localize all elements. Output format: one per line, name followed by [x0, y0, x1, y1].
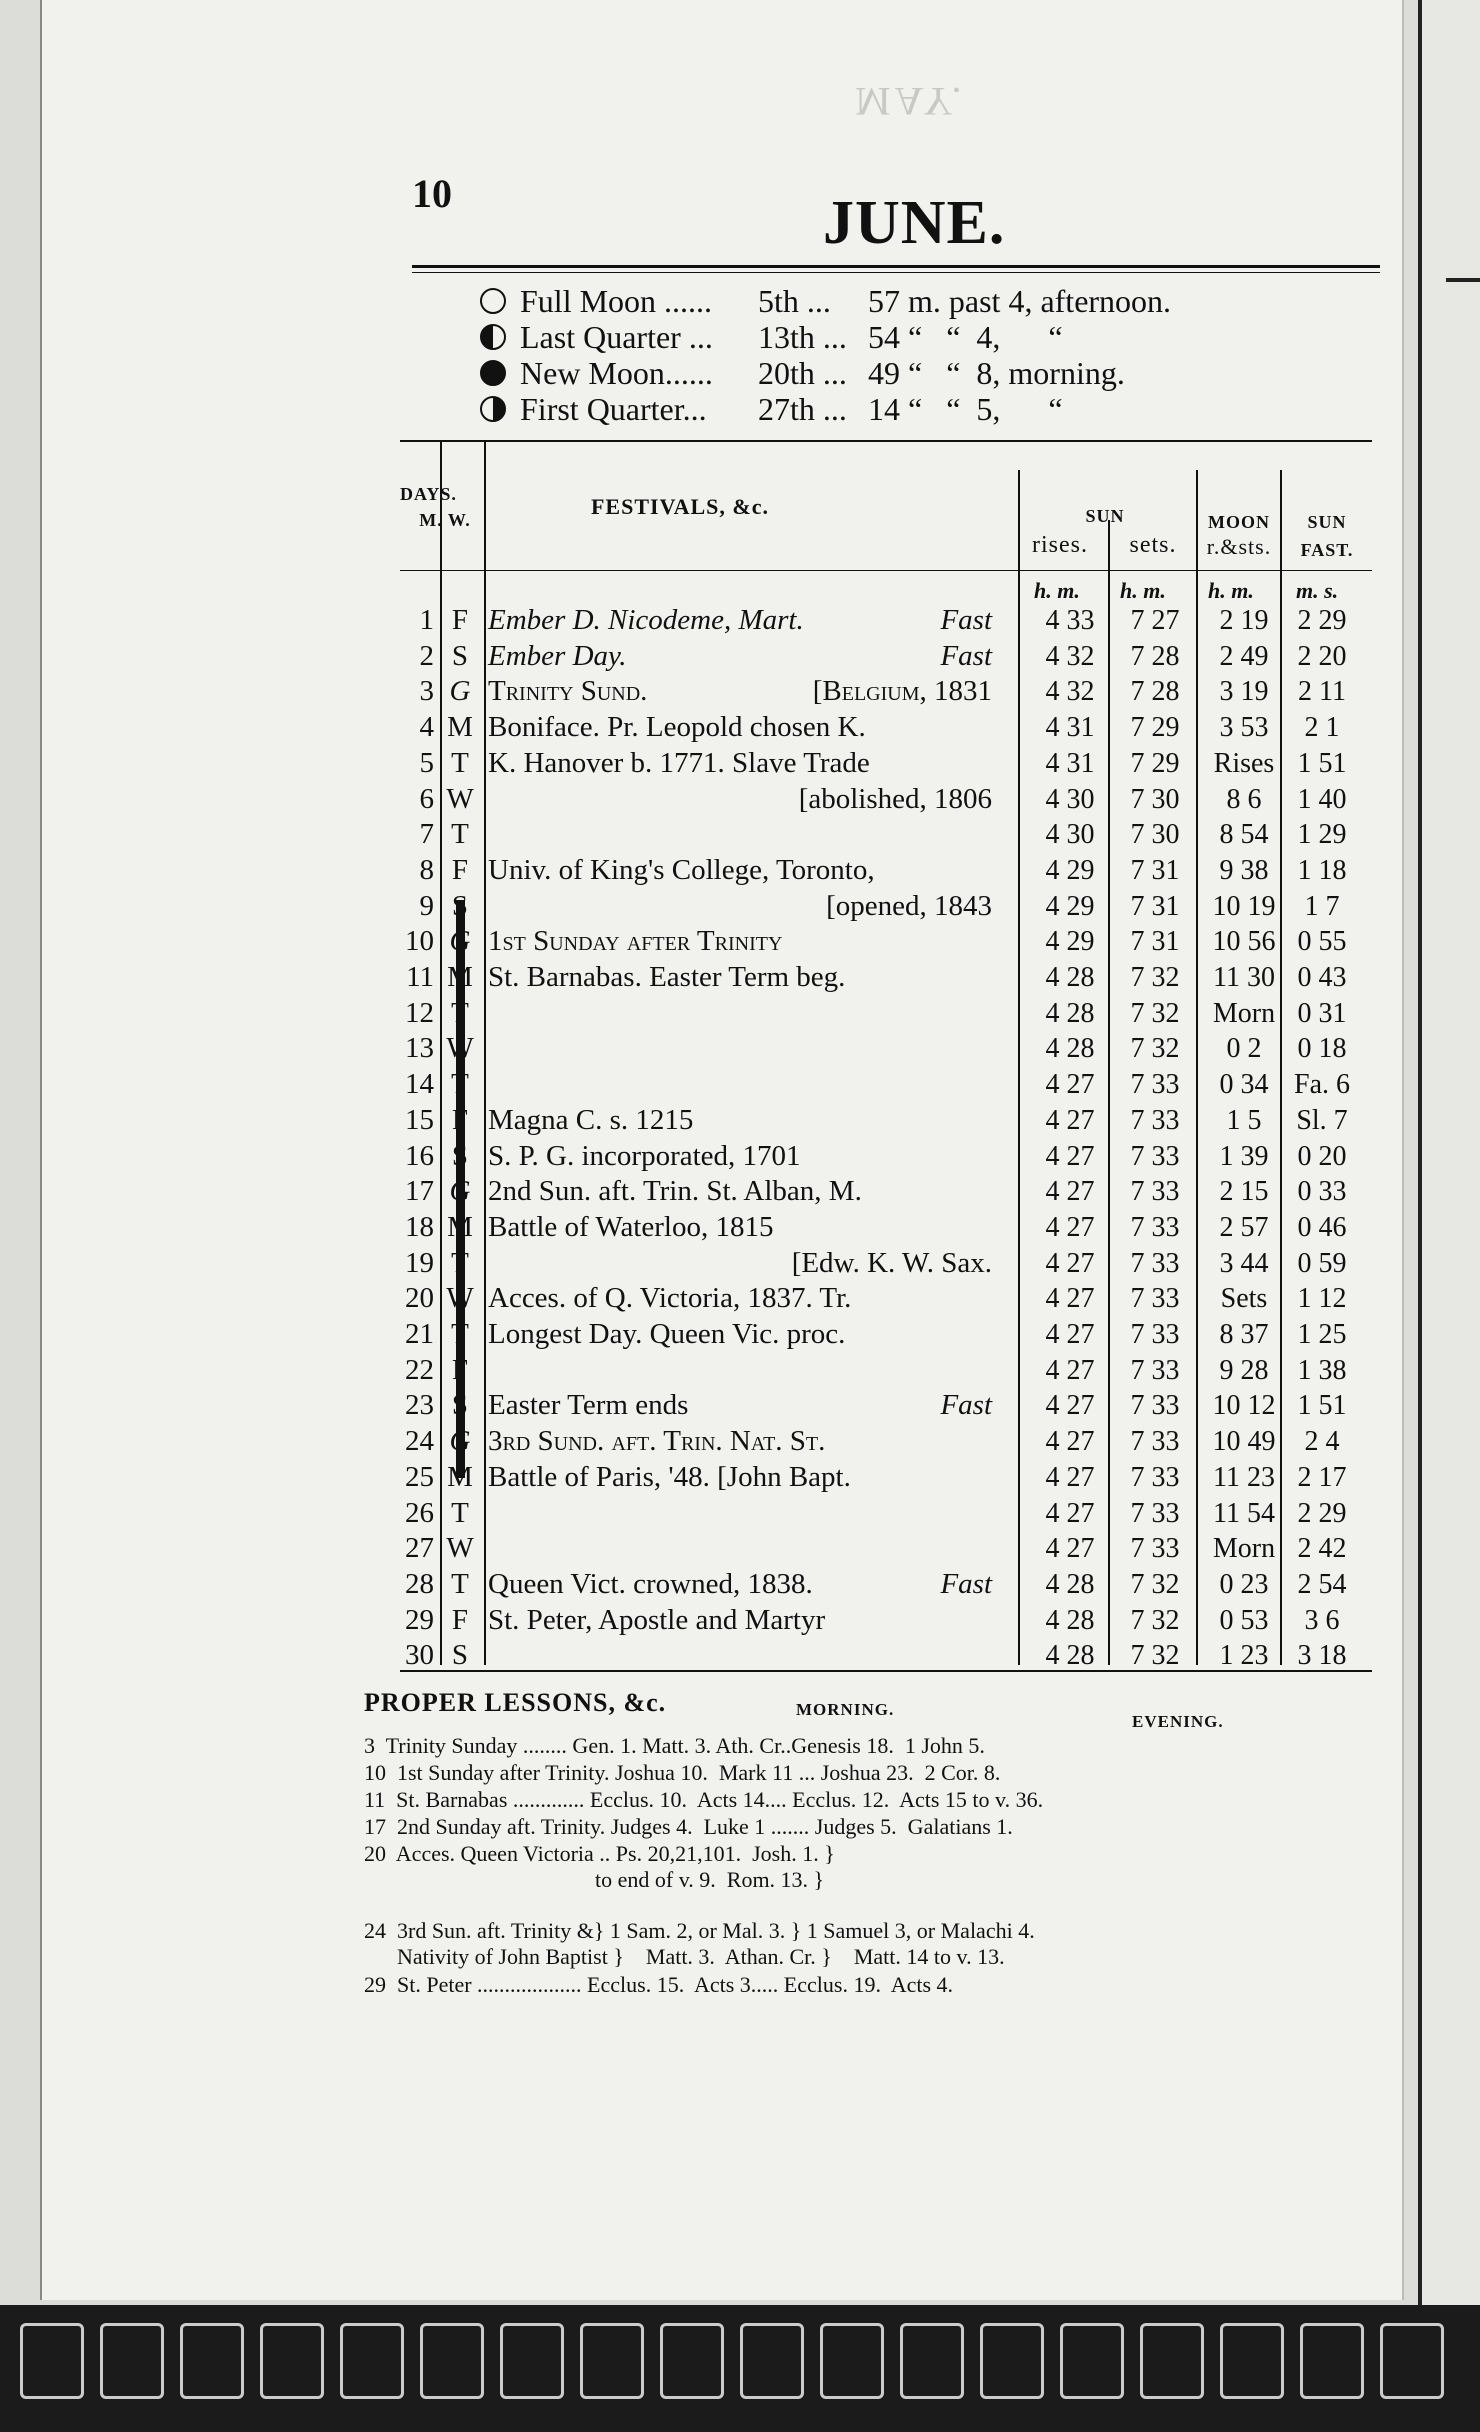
weekday-letter: M: [447, 1210, 473, 1243]
moon-phase-time: 54 “ “ 4, “: [868, 319, 1063, 355]
festival-text: Acces. of Q. Victoria, 1837. Tr.: [488, 1282, 852, 1315]
festival-text: Ember Day. Fast: [488, 639, 992, 675]
sun-sets: 7 32: [1130, 962, 1180, 993]
weekday-letter: T: [451, 1068, 469, 1101]
weekday-letter: S: [451, 889, 469, 922]
sun-sets: 7 28: [1130, 640, 1180, 672]
sun-sets: 7 29: [1130, 747, 1180, 779]
full-moon-icon: [480, 288, 506, 314]
sun-sets: 7 33: [1130, 1176, 1180, 1208]
header-moon-sub: r.&sts.: [1206, 534, 1272, 559]
sun-fast: 2 54: [1297, 1568, 1347, 1600]
lesson-line: to end of v. 9. Rom. 13. }: [364, 1867, 825, 1892]
day-number: 24: [405, 1425, 434, 1458]
moon-rise-set: 0 23: [1219, 1568, 1269, 1600]
sun-fast: 0 59: [1297, 1247, 1347, 1279]
day-number: 6: [419, 782, 434, 815]
moon-rise-set: 8 37: [1219, 1319, 1269, 1350]
weekday-letter: M: [447, 961, 473, 993]
unit-fast: m. s.: [1296, 578, 1339, 603]
sun-fast: 1 12: [1297, 1283, 1347, 1315]
sun-fast: 1 51: [1297, 1390, 1347, 1422]
festival-note: Fast: [940, 1389, 992, 1422]
day-number: 30: [405, 1639, 434, 1672]
sun-rises: 4 33: [1045, 605, 1095, 636]
sun-sets: 7 32: [1130, 1568, 1180, 1600]
sun-rises: 4 27: [1045, 1461, 1095, 1493]
sun-rises: 4 28: [1045, 1604, 1095, 1636]
table-top-rule: [400, 440, 1372, 442]
sun-sets: 7 33: [1130, 1461, 1180, 1493]
sun-fast: 1 18: [1297, 854, 1347, 886]
lesson-line: 20 Acces. Queen Victoria .. Ps. 20,21,101. Josh. 1. }: [364, 1841, 835, 1866]
sun-rises: 4 27: [1045, 1069, 1095, 1101]
day-number: 29: [405, 1603, 434, 1636]
day-number: 16: [405, 1139, 434, 1172]
month-title: JUNE.: [823, 189, 1006, 257]
day-number: 2: [419, 639, 434, 672]
moon-rise-set: 0 53: [1219, 1604, 1269, 1636]
lesson-line: Nativity of John Baptist } Matt. 3. Athan. Cr. } Matt. 14 to v. 13.: [364, 1944, 1005, 1969]
sun-rises: 4 27: [1045, 1354, 1095, 1386]
moon-phase-row: [480, 391, 1171, 427]
festival-text: St. Peter, Apostle and Martyr: [488, 1603, 826, 1636]
day-number: 21: [405, 1318, 434, 1350]
weekday-letter: S: [451, 1389, 469, 1422]
lesson-line: 3 Trinity Sunday ........ Gen. 1. Matt. 3. Ath. Cr..Genesis 18. 1 John 5.: [364, 1733, 985, 1758]
day-number: 11: [406, 961, 434, 993]
moon-phase-row: [480, 283, 1171, 319]
sun-rises: 4 27: [1045, 1140, 1095, 1172]
sun-fast: 2 42: [1297, 1533, 1347, 1565]
sun-fast: 0 31: [1297, 997, 1347, 1029]
sun-sets: 7 33: [1130, 1140, 1180, 1172]
sun-rises: 4 27: [1045, 1176, 1095, 1208]
weekday-letter: F: [451, 853, 469, 886]
day-number: 13: [405, 1032, 434, 1065]
sun-sets: 7 33: [1130, 1390, 1180, 1422]
sun-sets: 7 31: [1130, 926, 1180, 958]
moon-phase-date: 20th ...: [758, 355, 847, 391]
festival-note: Fast: [940, 1567, 992, 1600]
festival-text: 1st Sunday after Trinity: [488, 925, 783, 958]
sun-rises: 4 27: [1045, 1319, 1095, 1350]
moon-rise-set: 10 56: [1212, 926, 1276, 958]
lesson-line: 24 3rd Sun. aft. Trinity &} 1 Sam. 2, or Mal. 3. } 1 Samuel 3, or Malachi 4.: [364, 1918, 1035, 1943]
moon-rise-set: 11 23: [1213, 1461, 1275, 1493]
weekday-letter: F: [451, 1603, 469, 1636]
sun-fast: 2 29: [1297, 1497, 1347, 1529]
weekday-letter: G: [449, 925, 471, 958]
moon-rise-set: Morn: [1212, 1533, 1276, 1565]
first-quarter-icon: [480, 396, 506, 422]
sun-sets: 7 32: [1130, 1640, 1180, 1672]
sun-sets: 7 33: [1130, 1247, 1180, 1279]
festival-text: S. P. G. incorporated, 1701: [488, 1139, 801, 1172]
sun-sets: 7 29: [1130, 712, 1180, 744]
sun-sets: 7 33: [1130, 1104, 1180, 1136]
moon-phase-time: 49 “ “ 8, morning.: [868, 355, 1125, 391]
weekday-letter: T: [451, 1246, 469, 1279]
festival-text: Ember D. Nicodeme, Mart. Fast: [488, 603, 992, 639]
weekday-letter: T: [451, 1318, 469, 1350]
sun-fast: Fa. 6: [1294, 1069, 1350, 1101]
festival-text: K. Hanover b. 1771. Slave Trade: [488, 746, 870, 779]
moon-rise-set: 1 39: [1219, 1140, 1269, 1172]
sun-rises: 4 32: [1045, 640, 1095, 672]
festival-text: Battle of Paris, '48. [John Bapt.: [488, 1460, 851, 1493]
weekday-letter: G: [449, 1425, 471, 1458]
sun-fast: 1 40: [1297, 783, 1347, 815]
festival-note: Fast: [940, 639, 992, 672]
weekday-letter: G: [449, 675, 471, 708]
moon-phase-name: New Moon......: [520, 355, 713, 391]
weekday-letter: W: [446, 782, 474, 815]
festival-text: Boniface. Pr. Leopold chosen K.: [488, 711, 866, 744]
sun-sets: 7 30: [1130, 783, 1180, 815]
day-number: 12: [405, 996, 434, 1029]
sun-fast: 2 11: [1298, 676, 1346, 708]
festival-text: Battle of Waterloo, 1815: [488, 1210, 774, 1243]
sun-sets: 7 33: [1130, 1069, 1180, 1101]
scan-border: [0, 2305, 1480, 2432]
weekday-letter: T: [451, 818, 469, 851]
sun-rises: 4 27: [1045, 1390, 1095, 1422]
day-number: 10: [405, 925, 434, 958]
header-sun: SUN: [1085, 506, 1125, 526]
day-number: 26: [405, 1496, 434, 1529]
lesson-line: 17 2nd Sunday aft. Trinity. Judges 4. Luke 1 ....... Judges 5. Galatians 1.: [364, 1814, 1013, 1839]
moon-rise-set: 11 54: [1213, 1497, 1275, 1529]
weekday-letter: M: [447, 1460, 473, 1493]
header-moon: MOON: [1208, 512, 1270, 532]
sun-sets: 7 27: [1130, 605, 1180, 636]
sun-rises: 4 30: [1045, 819, 1095, 851]
moon-rise-set: 9 38: [1219, 854, 1269, 886]
sun-fast: 0 18: [1297, 1033, 1347, 1065]
moon-rise-set: 3 53: [1219, 712, 1269, 744]
day-number: 15: [405, 1103, 434, 1136]
day-number: 25: [405, 1460, 434, 1493]
weekday-letter: F: [451, 1353, 469, 1386]
weekday-letter: M: [447, 711, 473, 744]
sun-rises: 4 27: [1045, 1533, 1095, 1565]
day-number: 3: [419, 675, 434, 708]
sun-fast: 1 25: [1297, 1319, 1347, 1350]
day-number: 28: [405, 1567, 434, 1600]
sun-rises: 4 27: [1045, 1247, 1095, 1279]
moon-rise-set: Morn: [1212, 997, 1276, 1029]
day-number: 14: [405, 1068, 434, 1101]
moon-phase-time: 57 m. past 4, afternoon.: [868, 283, 1172, 319]
moon-phase-name: Last Quarter ...: [520, 319, 713, 355]
weekday-letter: W: [446, 1532, 474, 1565]
header-days: DAYS.: [400, 484, 457, 504]
sun-sets: 7 33: [1130, 1533, 1180, 1565]
sun-rises: 4 28: [1045, 1640, 1095, 1672]
moon-phases: [480, 283, 1171, 427]
festival-text: St. Barnabas. Easter Term beg.: [488, 961, 846, 993]
sun-rises: 4 28: [1045, 997, 1095, 1029]
moon-rise-set: 3 19: [1219, 676, 1269, 708]
moon-rise-set: 2 49: [1219, 640, 1269, 672]
header-sun-fast: SUN: [1307, 512, 1347, 532]
sun-fast: 0 43: [1297, 962, 1347, 993]
sun-sets: 7 31: [1130, 854, 1180, 886]
moon-phase-row: [480, 355, 1171, 391]
weekday-letter: G: [449, 1175, 471, 1208]
day-number: 20: [405, 1282, 434, 1315]
facing-page-edge: [1418, 0, 1480, 2432]
sun-rises: 4 27: [1045, 1426, 1095, 1458]
sun-rises: 4 27: [1045, 1283, 1095, 1315]
sun-rises: 4 28: [1045, 1568, 1095, 1600]
sun-fast: 1 38: [1297, 1354, 1347, 1386]
moon-rise-set: Sets: [1220, 1283, 1268, 1315]
sun-sets: 7 30: [1130, 819, 1180, 851]
moon-rise-set: 2 57: [1219, 1211, 1269, 1243]
sun-fast: Sl. 7: [1296, 1104, 1348, 1136]
sun-sets: 7 32: [1130, 1033, 1180, 1065]
weekday-letter: T: [451, 1567, 469, 1600]
sun-rises: 4 29: [1045, 890, 1095, 922]
festival-text: 2nd Sun. aft. Trin. St. Alban, M.: [488, 1175, 862, 1208]
weekday-letter: F: [451, 1103, 469, 1136]
unit-rises: h. m.: [1034, 578, 1080, 603]
header-fast: FAST.: [1300, 540, 1354, 560]
sun-sets: 7 33: [1130, 1426, 1180, 1458]
sun-rises: 4 29: [1045, 926, 1095, 958]
day-number: 23: [405, 1389, 434, 1422]
sun-rises: 4 30: [1045, 783, 1095, 815]
moon-rise-set: 11 30: [1213, 962, 1275, 993]
sun-sets: 7 33: [1130, 1497, 1180, 1529]
sun-fast: 2 1: [1304, 712, 1340, 744]
lessons-title: PROPER LESSONS, &c.: [364, 1688, 667, 1717]
moon-rise-set: 0 2: [1226, 1033, 1262, 1065]
unit-sets: h. m.: [1120, 578, 1166, 603]
sun-fast: 2 4: [1304, 1426, 1340, 1458]
proper-lessons: [364, 1688, 666, 1717]
lessons-morning-header: MORNING.: [796, 1700, 895, 1719]
weekday-letter: T: [451, 996, 469, 1029]
last-quarter-icon: [480, 324, 506, 350]
moon-rise-set: Rises: [1213, 747, 1275, 779]
moon-rise-set: 10 12: [1212, 1390, 1276, 1422]
lesson-line: 11 St. Barnabas ............. Ecclus. 10. Acts 14.... Ecclus. 12. Acts 15 to v. 36.: [364, 1787, 1044, 1812]
sun-rises: 4 31: [1045, 712, 1095, 744]
moon-rise-set: 1 5: [1226, 1104, 1262, 1136]
sun-sets: 7 33: [1130, 1319, 1180, 1350]
sun-fast: 2 29: [1297, 605, 1347, 636]
lessons-evening-header: EVENING.: [1132, 1712, 1224, 1731]
lesson-line: 29 St. Peter ................... Ecclus. 15. Acts 3..... Ecclus. 19. Acts 4.: [364, 1972, 954, 1997]
day-number: 5: [419, 746, 434, 779]
day-number: 18: [405, 1210, 434, 1243]
weekday-letter: S: [451, 1639, 469, 1672]
moon-rise-set: 10 19: [1212, 890, 1276, 922]
sun-rises: 4 28: [1045, 962, 1095, 993]
sun-fast: 1 51: [1297, 747, 1347, 779]
header-rises: rises.: [1032, 532, 1088, 558]
festival-text: 3rd Sund. aft. Trin. Nat. St.: [488, 1425, 826, 1458]
sun-fast: 1 29: [1297, 819, 1347, 851]
sun-fast: 0 55: [1297, 926, 1347, 958]
festival-note: [opened, 1843: [826, 889, 992, 922]
day-number: 19: [405, 1246, 434, 1279]
sun-fast: 0 46: [1297, 1211, 1347, 1243]
festival-text: Univ. of King's College, Toronto,: [488, 853, 875, 886]
weekday-letter: S: [451, 639, 469, 672]
day-number: 7: [419, 818, 434, 851]
sun-sets: 7 31: [1130, 890, 1180, 922]
festival-text: Trinity Sund. [Belgium, 1831: [488, 674, 992, 710]
moon-rise-set: 3 44: [1219, 1247, 1269, 1279]
moon-rise-set: 2 15: [1219, 1176, 1269, 1208]
header-sets: sets.: [1129, 532, 1177, 558]
festival-text: Longest Day. Queen Vic. proc.: [488, 1318, 846, 1350]
moon-phase-date: 5th ...: [758, 283, 831, 319]
moon-rise-set: 10 49: [1212, 1426, 1276, 1458]
weekday-letter: W: [446, 1282, 474, 1315]
festival-note: [Edw. K. W. Sax.: [791, 1246, 992, 1279]
festival-note: Fast: [940, 604, 992, 636]
festival-note: [abolished, 1806: [798, 782, 992, 815]
weekday-letter: F: [451, 604, 469, 636]
day-number: 9: [419, 889, 434, 922]
festival-text: Magna C. s. 1215: [488, 1103, 694, 1136]
moon-phase-time: 14 “ “ 5, “: [868, 391, 1063, 427]
sun-fast: 2 17: [1297, 1461, 1347, 1493]
header-mw: M. W.: [419, 510, 471, 530]
sun-sets: 7 32: [1130, 1604, 1180, 1636]
sun-fast: 3 18: [1297, 1640, 1347, 1672]
moon-phase-name: First Quarter...: [520, 391, 707, 427]
moon-phase-date: 13th ...: [758, 319, 847, 355]
sun-sets: 7 32: [1130, 997, 1180, 1029]
header-festivals: FESTIVALS, &c.: [590, 494, 770, 519]
moon-rise-set: 8 54: [1219, 819, 1269, 851]
moon-rise-set: 8 6: [1226, 783, 1262, 815]
sun-sets: 7 33: [1130, 1211, 1180, 1243]
festival-text: Easter Term ends Fast: [488, 1388, 992, 1424]
sun-rises: 4 27: [1045, 1497, 1095, 1529]
moon-phase-row: [480, 319, 1171, 355]
weekday-letter: S: [451, 1139, 469, 1172]
moon-rise-set: 1 23: [1219, 1640, 1269, 1672]
weekday-letter: W: [446, 1032, 474, 1065]
sun-rises: 4 27: [1045, 1104, 1095, 1136]
page-number: 10: [412, 171, 452, 216]
sun-sets: 7 28: [1130, 676, 1180, 708]
sun-rises: 4 29: [1045, 854, 1095, 886]
weekday-letter: T: [451, 746, 469, 779]
day-number: 17: [405, 1175, 434, 1208]
festival-text: Queen Vict. crowned, 1838. Fast: [488, 1567, 992, 1603]
sun-fast: 0 33: [1297, 1176, 1347, 1208]
sun-rises: 4 32: [1045, 676, 1095, 708]
sun-fast: 3 6: [1304, 1604, 1340, 1636]
new-moon-icon: [480, 360, 506, 386]
day-number: 4: [419, 711, 434, 744]
lesson-line: 10 1st Sunday after Trinity. Joshua 10. Mark 11 ... Joshua 23. 2 Cor. 8.: [364, 1760, 1001, 1785]
sun-sets: 7 33: [1130, 1354, 1180, 1386]
day-number: 22: [405, 1353, 434, 1386]
sun-fast: 1 7: [1304, 890, 1340, 922]
moon-rise-set: 0 34: [1219, 1069, 1269, 1101]
day-number: 27: [405, 1532, 434, 1565]
sun-rises: 4 31: [1045, 747, 1095, 779]
sun-fast: 2 20: [1297, 640, 1347, 672]
sun-rises: 4 27: [1045, 1211, 1095, 1243]
unit-moon: h. m.: [1208, 578, 1254, 603]
day-number: 8: [419, 853, 434, 886]
sun-sets: 7 33: [1130, 1283, 1180, 1315]
moon-rise-set: 2 19: [1219, 605, 1269, 636]
moon-phase-name: Full Moon ......: [520, 283, 713, 319]
title-rule: [412, 265, 1380, 268]
sun-fast: 0 20: [1297, 1140, 1347, 1172]
day-number: 1: [419, 604, 434, 636]
weekday-letter: T: [451, 1496, 469, 1529]
bleed-through-text: MAY.: [855, 79, 966, 124]
moon-phase-date: 27th ...: [758, 391, 847, 427]
festival-note: [Belgium, 1831: [812, 675, 992, 708]
moon-rise-set: 9 28: [1219, 1354, 1269, 1386]
sun-rises: 4 28: [1045, 1033, 1095, 1065]
